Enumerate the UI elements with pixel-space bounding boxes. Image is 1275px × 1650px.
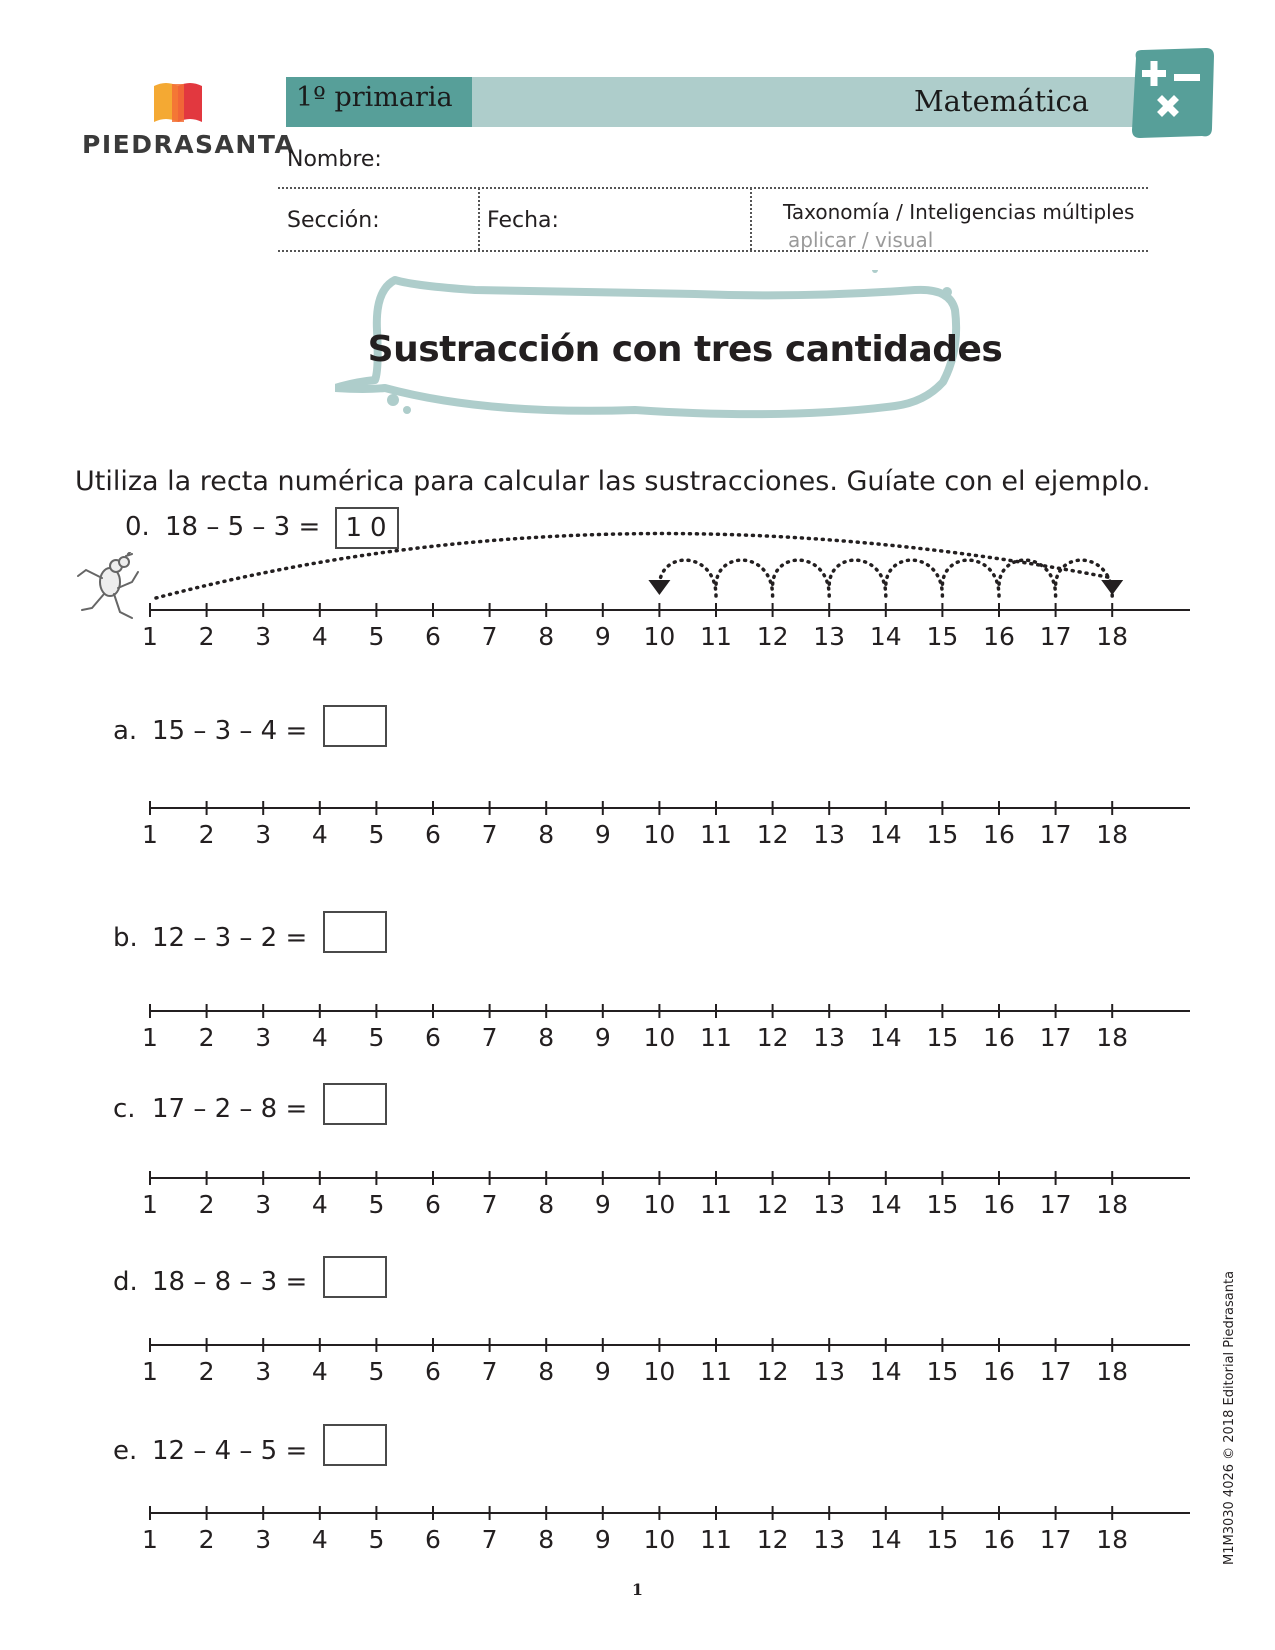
number-line-tick-label: 12: [756, 1525, 789, 1553]
number-line-tick-label: 17: [1039, 1357, 1072, 1385]
number-line-tick-label: 3: [255, 622, 272, 650]
number-line-tick-label: 6: [425, 622, 441, 650]
exercise-label: e.: [113, 1436, 138, 1466]
example-expression: 18 – 5 – 3 =: [165, 512, 321, 542]
number-line-tick-label: 12: [756, 1190, 789, 1218]
answer-box[interactable]: [323, 1424, 387, 1466]
page-number: 1: [631, 1580, 644, 1599]
jump-arc: [829, 560, 886, 596]
number-line-tick-label: 7: [481, 820, 498, 848]
number-line-tick-label: 9: [594, 1023, 611, 1051]
arrowhead-icon: [1101, 580, 1123, 595]
answer-box[interactable]: [323, 1256, 387, 1298]
number-line-tick-label: 15: [926, 1357, 959, 1385]
number-line-tick-label: 18: [1096, 1190, 1129, 1218]
number-line-tick-label: 14: [869, 622, 902, 650]
number-line-tick-label: 4: [311, 1525, 328, 1553]
number-line-tick-label: 1: [142, 820, 158, 848]
number-line-tick-label: 11: [700, 622, 732, 650]
number-line-tick-label: 4: [311, 1357, 328, 1385]
number-line-tick-label: 2: [198, 1023, 215, 1051]
number-line-tick-label: 10: [643, 820, 676, 848]
jump-arc: [942, 560, 999, 596]
number-line-tick-label: 16: [983, 1190, 1015, 1218]
number-line-tick-label: 2: [198, 1525, 215, 1553]
number-line-tick-label: 11: [700, 1525, 732, 1553]
field-divider: [750, 188, 752, 250]
number-line-tick-label: 2: [198, 1190, 215, 1218]
number-line-tick-label: 15: [926, 1023, 959, 1051]
number-line-tick-label: 18: [1096, 820, 1129, 848]
number-line-tick-label: 7: [481, 1525, 498, 1553]
number-line-tick-label: 2: [198, 820, 215, 848]
number-line-tick-label: 9: [594, 1190, 611, 1218]
jump-arc: [773, 560, 830, 596]
answer-box[interactable]: [323, 1083, 387, 1125]
number-line-tick-label: 3: [255, 1023, 272, 1051]
number-line-tick-label: 6: [425, 1023, 441, 1051]
number-line-tick-label: 12: [756, 1023, 789, 1051]
exercise-label: d.: [113, 1267, 138, 1297]
exercise-expression: 12 – 4 – 5 =: [152, 1436, 308, 1466]
number-line-tick-label: 1: [142, 1190, 158, 1218]
jump-arc: [716, 560, 773, 596]
number-line-tick-label: 9: [594, 1357, 611, 1385]
number-line-tick-label: 14: [869, 1023, 902, 1051]
number-line-tick-label: 6: [425, 820, 441, 848]
number-line-tick-label: 3: [255, 1525, 272, 1553]
number-line-tick-label: 10: [643, 1357, 676, 1385]
number-line-tick-label: 12: [756, 820, 789, 848]
example-answer-box: 10: [335, 507, 399, 549]
number-line-tick-label: 18: [1096, 622, 1129, 650]
number-line-tick-label: 17: [1039, 820, 1072, 848]
number-line-tick-label: 8: [538, 1190, 555, 1218]
exercise-expression: 18 – 8 – 3 =: [152, 1267, 308, 1297]
piedrasanta-logo-icon: [150, 78, 206, 126]
exercise-label: b.: [113, 923, 138, 953]
number-line-tick-label: 18: [1096, 1525, 1129, 1553]
number-line-tick-label: 5: [368, 1525, 385, 1553]
number-line-tick-label: 16: [983, 622, 1015, 650]
jump-arc: [886, 560, 943, 596]
grade-label: 1º primaria: [296, 82, 453, 113]
number-line-tick-label: 8: [538, 622, 555, 650]
number-line-tick-label: 2: [198, 622, 215, 650]
field-divider: [478, 188, 480, 250]
number-line-tick-label: 3: [255, 820, 272, 848]
number-line-tick-label: 2: [198, 1357, 215, 1385]
number-line-tick-label: 8: [538, 820, 555, 848]
taxonomy-label: Taxonomía / Inteligencias múltiples: [783, 200, 1135, 224]
number-line-tick-label: 8: [538, 1023, 555, 1051]
number-line-tick-label: 11: [700, 820, 732, 848]
number-line-tick-label: 11: [700, 1357, 732, 1385]
number-line-tick-label: 3: [255, 1357, 272, 1385]
number-line-tick-label: 8: [538, 1525, 555, 1553]
number-line-tick-label: 17: [1039, 622, 1072, 650]
copyright-text: M1M3030 4026 © 2018 Editorial Piedrasanta: [1222, 1270, 1237, 1565]
section-field-line[interactable]: [278, 250, 1148, 252]
jump-arc: [156, 534, 1112, 598]
example-label: 0.: [125, 512, 150, 542]
number-line-tick-label: 1: [142, 1525, 158, 1553]
number-line-tick-label: 13: [813, 820, 846, 848]
number-line-tick-label: 10: [643, 1023, 676, 1051]
number-line-tick-label: 6: [425, 1357, 441, 1385]
brand-name: PIEDRASANTA: [82, 130, 296, 159]
answer-box[interactable]: [323, 911, 387, 953]
number-line-tick-label: 6: [425, 1190, 441, 1218]
answer-box[interactable]: [323, 705, 387, 747]
name-field-label: Nombre:: [287, 147, 382, 172]
number-line-tick-label: 15: [926, 1525, 959, 1553]
number-line-tick-label: 1: [142, 1023, 158, 1051]
number-line-tick-label: 4: [311, 820, 328, 848]
exercise-number-line: [140, 1001, 1195, 1051]
number-line-tick-label: 1: [142, 622, 158, 650]
number-line-tick-label: 6: [425, 1525, 441, 1553]
number-line-tick-label: 13: [813, 1190, 846, 1218]
number-line-tick-label: 5: [368, 1357, 385, 1385]
number-line-tick-label: 14: [869, 820, 902, 848]
number-line-tick-label: 7: [481, 1357, 498, 1385]
math-operations-icon: [1126, 44, 1216, 142]
number-line-tick-label: 15: [926, 622, 959, 650]
exercise-expression: 12 – 3 – 2 =: [152, 923, 308, 953]
name-field-line[interactable]: [278, 187, 1148, 189]
jump-arc: [1056, 560, 1113, 596]
number-line-tick-label: 12: [756, 1357, 789, 1385]
number-line-tick-label: 10: [643, 1525, 676, 1553]
taxonomy-values: aplicar / visual: [788, 228, 934, 252]
instruction-text: Utiliza la recta numérica para calcular las sustracciones. Guíate con el ejemplo.: [75, 466, 1151, 497]
number-line-tick-label: 4: [311, 1190, 328, 1218]
number-line-tick-label: 16: [983, 820, 1015, 848]
exercise-number-line: [140, 1335, 1195, 1385]
example-jump-arcs: [0, 520, 1275, 620]
number-line-tick-label: 13: [813, 622, 846, 650]
number-line-tick-label: 13: [813, 1357, 846, 1385]
number-line-tick-label: 9: [594, 622, 611, 650]
exercise-number-line: [140, 798, 1195, 848]
number-line-tick-label: 18: [1096, 1023, 1129, 1051]
exercise-label: a.: [113, 716, 138, 746]
exercise-expression: 17 – 2 – 8 =: [152, 1094, 308, 1124]
number-line-tick-label: 5: [368, 1190, 385, 1218]
number-line-tick-label: 4: [311, 1023, 328, 1051]
number-line-tick-label: 14: [869, 1525, 902, 1553]
number-line-tick-label: 16: [983, 1023, 1015, 1051]
number-line-tick-label: 15: [926, 820, 959, 848]
number-line-tick-label: 10: [643, 1190, 676, 1218]
number-line-tick-label: 9: [594, 1525, 611, 1553]
number-line-tick-label: 11: [700, 1023, 732, 1051]
jump-arc: [659, 560, 716, 596]
number-line-tick-label: 8: [538, 1357, 555, 1385]
exercise-number-line: [140, 1168, 1195, 1218]
number-line-tick-label: 16: [983, 1525, 1015, 1553]
exercise-expression: 15 – 3 – 4 =: [152, 716, 308, 746]
number-line-tick-label: 4: [311, 622, 328, 650]
number-line-tick-label: 7: [481, 1023, 498, 1051]
number-line-tick-label: 9: [594, 820, 611, 848]
number-line-tick-label: 5: [368, 820, 385, 848]
number-line-tick-label: 17: [1039, 1190, 1072, 1218]
number-line-tick-label: 13: [813, 1525, 846, 1553]
number-line-tick-label: 3: [255, 1190, 272, 1218]
exercise-number-line: [140, 1503, 1195, 1553]
subject-label: Matemática: [913, 84, 1089, 118]
number-line-tick-label: 12: [756, 622, 789, 650]
arrowhead-icon: [648, 580, 670, 595]
number-line-tick-label: 1: [142, 1357, 158, 1385]
section-field-label: Sección:: [287, 208, 380, 233]
number-line-tick-label: 7: [481, 622, 498, 650]
number-line-tick-label: 15: [926, 1190, 959, 1218]
number-line-tick-label: 14: [869, 1357, 902, 1385]
number-line-tick-label: 18: [1096, 1357, 1129, 1385]
number-line-tick-label: 16: [983, 1357, 1015, 1385]
date-field-label: Fecha:: [487, 208, 559, 233]
exercise-label: c.: [113, 1094, 136, 1124]
number-line-tick-label: 5: [368, 1023, 385, 1051]
number-line-tick-label: 10: [643, 622, 676, 650]
number-line-tick-label: 14: [869, 1190, 902, 1218]
worksheet-title: Sustracción con tres cantidades: [367, 329, 1003, 370]
number-line-tick-label: 7: [481, 1190, 498, 1218]
number-line-tick-label: 17: [1039, 1023, 1072, 1051]
number-line-tick-label: 13: [813, 1023, 846, 1051]
number-line-tick-label: 17: [1039, 1525, 1072, 1553]
number-line-tick-label: 11: [700, 1190, 732, 1218]
number-line-tick-label: 5: [368, 622, 385, 650]
